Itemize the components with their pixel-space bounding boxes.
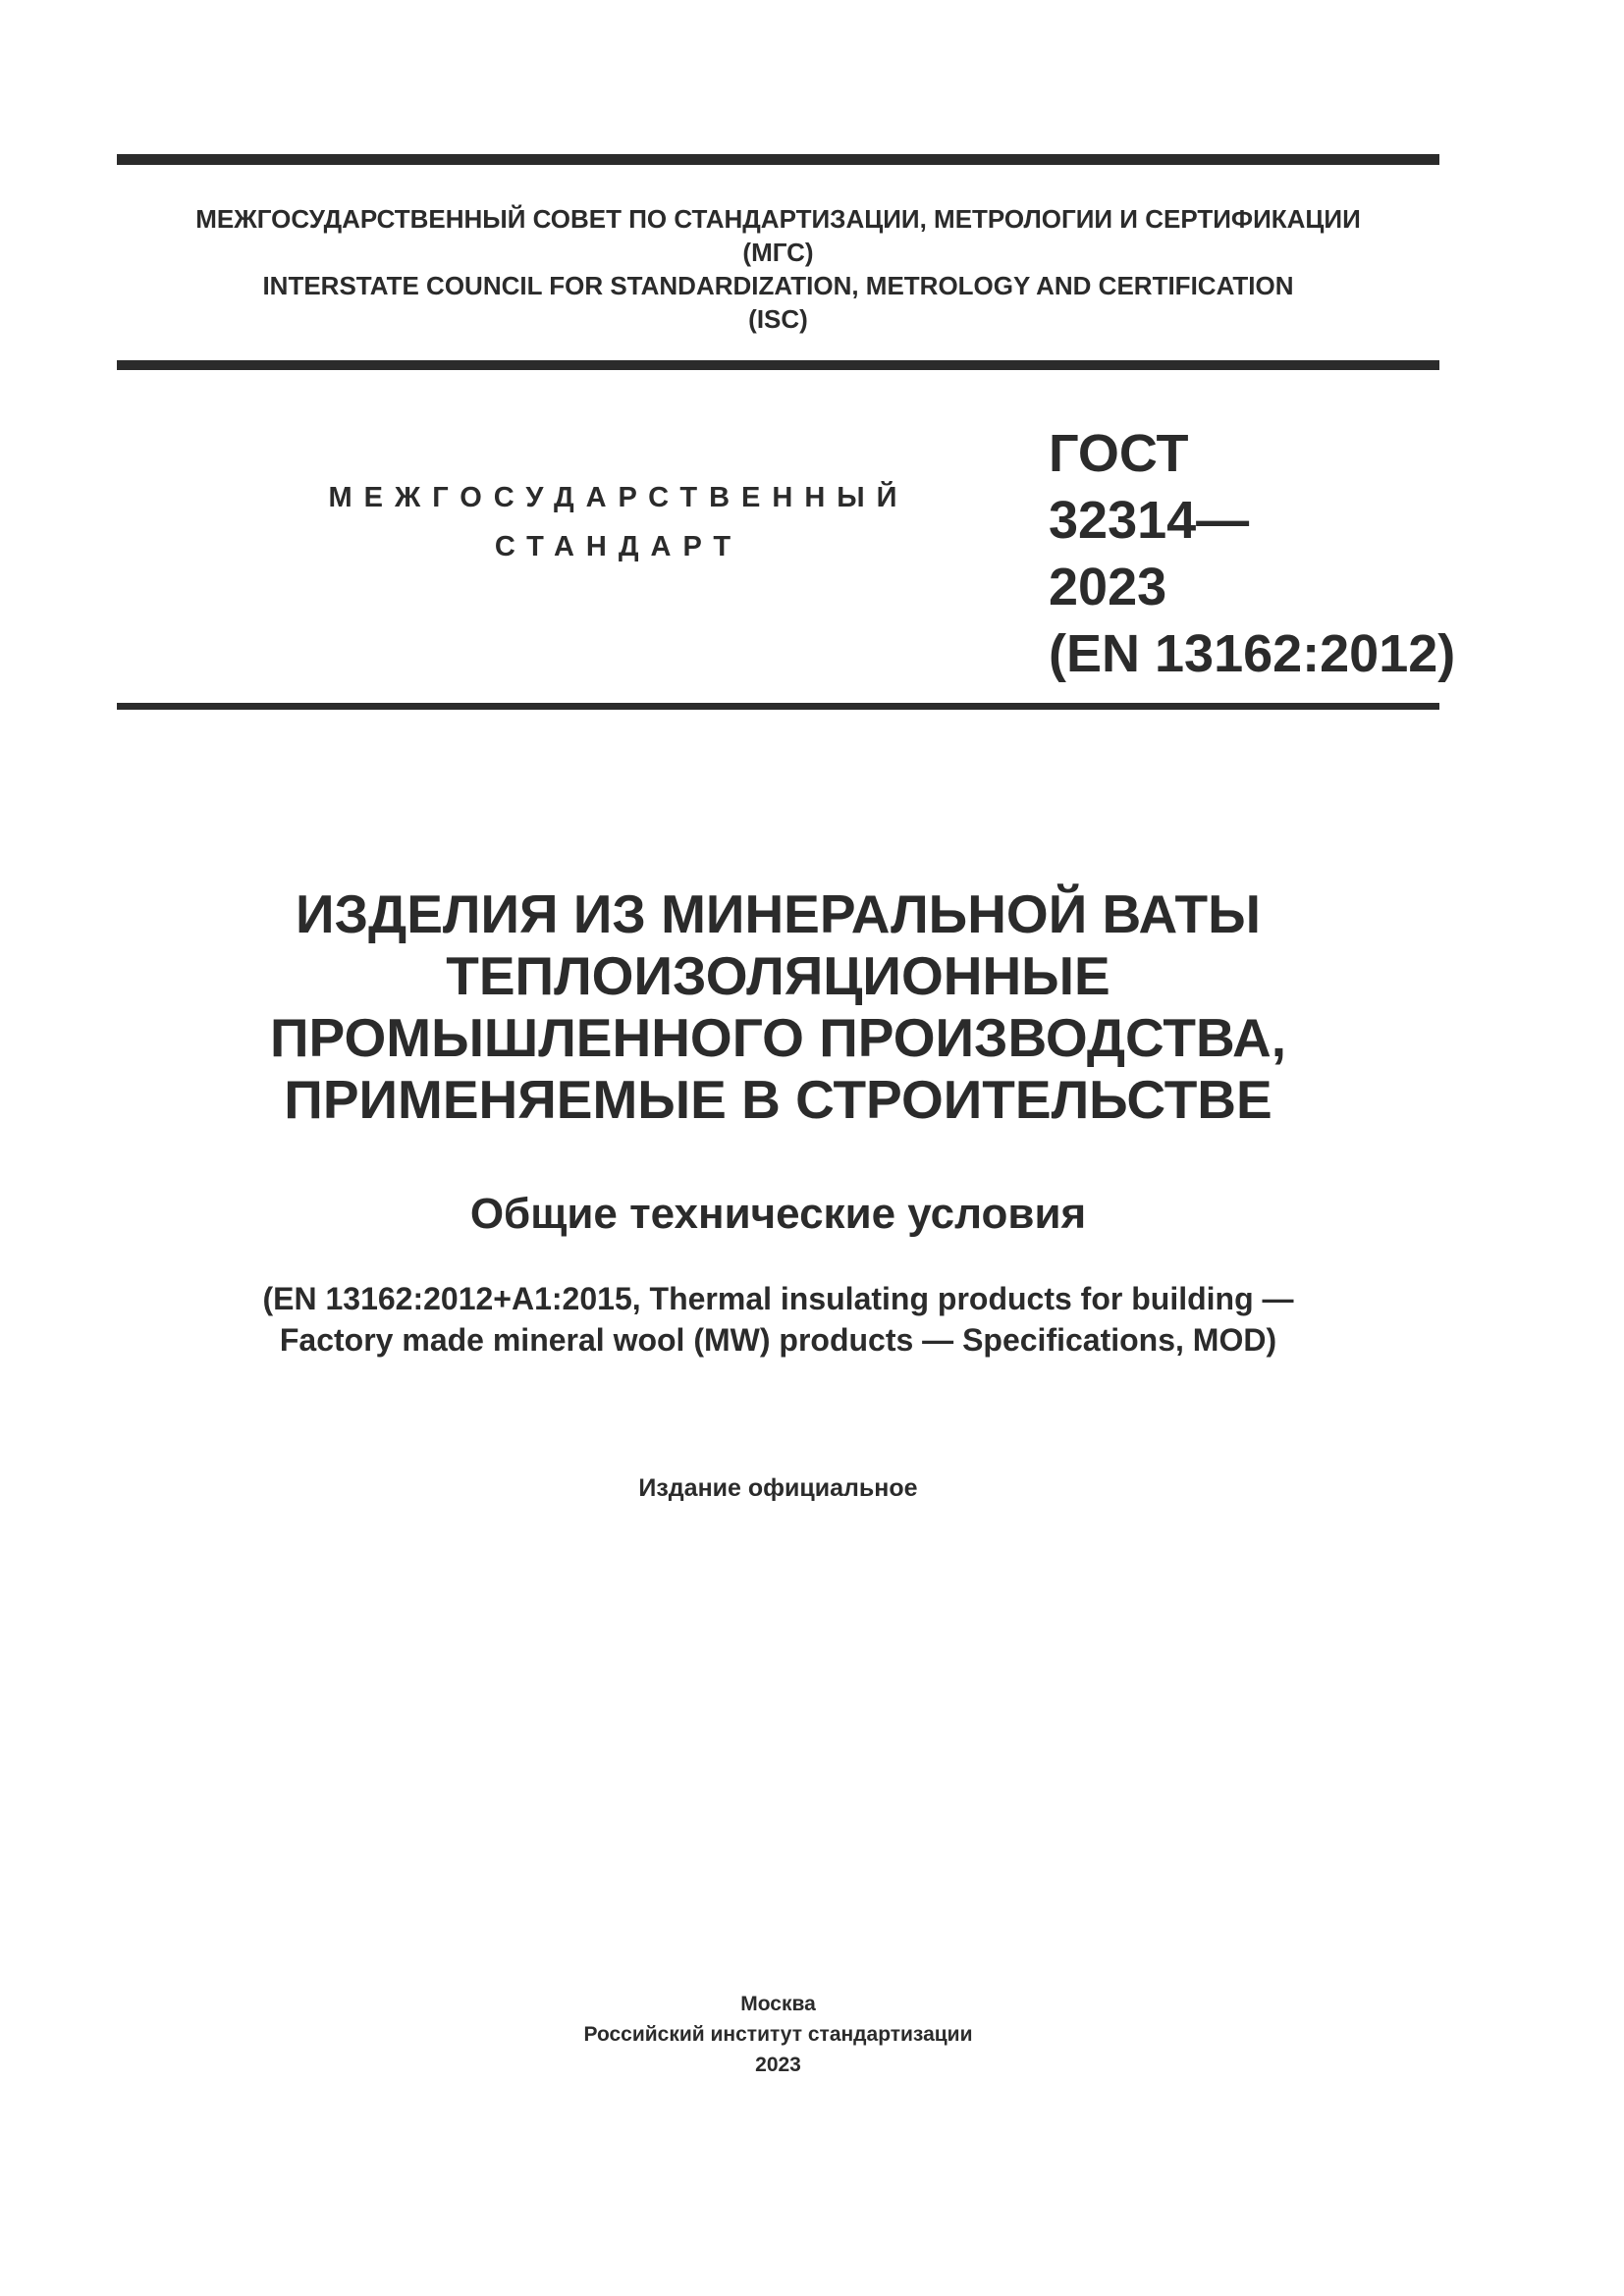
top-rule — [117, 154, 1439, 165]
imprint-city: Москва — [740, 1993, 816, 2015]
reference-line: (EN 13162:2012+A1:2015, Thermal insulating products for building — — [262, 1281, 1294, 1316]
reference-line: Factory made mineral wool (MW) products — Specifications, MOD) — [279, 1322, 1277, 1358]
title-line: ТЕПЛОИЗОЛЯЦИОННЫЕ — [446, 945, 1110, 1006]
gost-year: 2023 — [1049, 558, 1167, 616]
council-name-ru: МЕЖГОСУДАРСТВЕННЫЙ СОВЕТ ПО СТАНДАРТИЗАЦИИ, МЕТРОЛОГИИ И СЕРТИФИКАЦИИ — [195, 204, 1361, 234]
council-abbr-ru: (МГС) — [742, 238, 814, 267]
title-line: ИЗДЕЛИЯ ИЗ МИНЕРАЛЬНОЙ ВАТЫ — [296, 883, 1261, 944]
standard-kind — [295, 473, 943, 571]
designation-divider — [117, 703, 1439, 710]
gost-equivalent: (EN 13162:2012) — [1049, 624, 1456, 683]
imprint-publisher: Российский институт стандартизации — [583, 2023, 973, 2046]
gost-designation — [1049, 420, 1455, 687]
imprint-year: 2023 — [755, 2054, 801, 2076]
document-subtitle: Общие технические условия — [469, 1190, 1087, 1238]
council-header — [117, 202, 1439, 336]
imprint — [117, 1989, 1439, 2080]
header-divider — [117, 360, 1439, 370]
title-line: ПРОМЫШЛЕННОГО ПРОИЗВОДСТВА, — [270, 1007, 1286, 1068]
gost-number: 32314— — [1049, 491, 1250, 550]
gost-label: ГОСТ — [1049, 424, 1189, 483]
document-title — [117, 883, 1439, 1131]
title-line: ПРИМЕНЯЕМЫЕ В СТРОИТЕЛЬСТВЕ — [284, 1069, 1272, 1130]
standard-kind-line1: МЕЖГОСУДАРСТВЕННЫЙ — [328, 482, 909, 513]
en-reference — [117, 1278, 1439, 1361]
edition-label: Издание официальное — [638, 1474, 918, 1502]
standard-kind-line2: СТАНДАРТ — [494, 531, 743, 562]
council-abbr-en: (ISC) — [748, 304, 808, 334]
council-name-en: INTERSTATE COUNCIL FOR STANDARDIZATION, METROLOGY AND CERTIFICATION — [262, 271, 1294, 300]
